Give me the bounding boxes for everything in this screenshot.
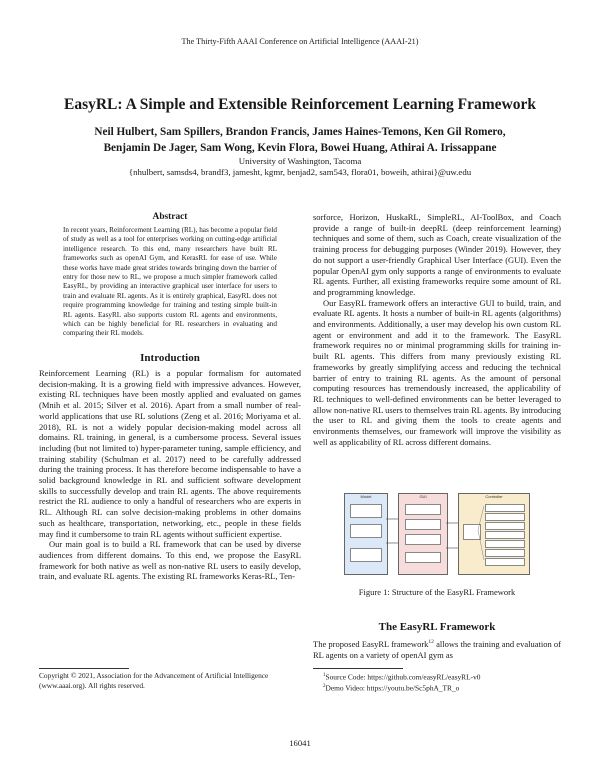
footnote-1 [313, 671, 561, 682]
abstract-text: In recent years, Reinforcement Learning (RL), has become a popular field of study as well as a tool for enterprises working on cutting-edge artificial intelligence research. To this end, many researchers have built RL frameworks such as openAI Gym, and KerasRL for ease of use. While these works have made great strides towards bringing down the barrier of entry for those new to RL, we propose a much simpler framework called EasyRL, by providing an interactive graphical user interface for users to train and evaluate RL agents. As it is entirely graphical, EasyRL does not require programming knowledge for training and testing simple built-in RL agents. EasyRL also supports custom RL agents and environments, which can be highly beneficial for RL researchers in evaluating and comparing their RL models. [63, 226, 277, 338]
authors-line-1: Neil Hulbert, Sam Spillers, Brandon Francis, James Haines-Temons, Ken Gil Romero, [94, 126, 506, 138]
easyrl-heading: The EasyRL Framework [378, 621, 496, 633]
figure-arrows [344, 493, 529, 575]
conference-header: The Thirty-Fifth AAAI Conference on Artificial Intelligence (AAAI-21) [181, 37, 419, 46]
author-list [40, 124, 560, 156]
easyrl-text-before: The proposed EasyRL framework [313, 638, 429, 649]
authors-line-2: Benjamin De Jager, Sam Wong, Kevin Flora, Bowei Huang, Athirai A. Irissappane [103, 142, 497, 154]
page-number: 16041 [289, 738, 311, 748]
introduction-left-body [39, 368, 301, 582]
footnote-1-mark: 1 [323, 673, 326, 678]
copyright-rule [39, 668, 129, 669]
intro-paragraph-2: Our main goal is to build a RL framework that can be used by diverse audiences from different domains. To this end, we propose the EasyRL framework for both native as well as non-native RL users to easily develop, train, and evaluate RL agents. The existing RL frameworks Keras-RL, Ten- [39, 539, 301, 582]
easyrl-text-after: allows the training and evaluation of RL agents on a variety of openAI gym as [313, 638, 561, 660]
paper-title: EasyRL: A Simple and Extensible Reinforcement Learning Framework [63, 96, 537, 113]
introduction-heading: Introduction [140, 352, 200, 364]
footnote-marks: 12 [428, 639, 434, 645]
intro-paragraph-1: Reinforcement Learning (RL) is a popular formalism for automated decision-making. It is a growing field with impressive advances. However, existing RL techniques have been mostly applied and evaluated on games (Mnih et al. 2015; Silver et al. 2016). Apart from a small number of real-world applications that use RL solutions (Zeng et al. 2016; Moriyama et al. 2018), RL is not a widely popular decision-making model across all domains. RL training, in general, is a cumbersome process. Several issues including (but not limited to) hyper-parameter tuning, sample efficiency, and training stability (Schulman et al. 2017) need to be carefully addressed during the training process. It has therefore become indispensable to have a solid background knowledge in RL and sufficient software development skills to successfully develop and train RL agents. The above requirements restrict the RL audience to only a handful of researchers who are experts in RL. Although RL can solve decision-making problems in other domains such as healthcare, transportation, networking, etc., people in these fields may find it cumbersome to train RL agents without sufficient expertise. [39, 368, 301, 539]
intro-paragraph-4: Our EasyRL framework offers an interactive GUI to build, train, and evaluate RL agents. It hosts a number of built-in RL agents (algorithms) and environments. Additionally, a user may develop his own custom RL agent or environment and add it to the framework. The EasyRL framework requires no or minimal programming skills for training in-built RL agents. This differs from many previously existing RL frameworks by greatly simplifying access and reducing the technical barrier of entry to training RL agents. As the amount of personal computing resources has tremendously increased, the applicability of RL techniques to well-defined environments can be better leveraged to allow non-native RL users to themselves train RL agents. By introducing the user to RL and giving them the tools to create agents and environments themselves, our framework will improve the visibility as well as applicability of RL across different domains. [313, 297, 561, 447]
framework-structure-figure [344, 493, 529, 575]
introduction-right-body [313, 212, 561, 447]
copyright-block [39, 668, 301, 690]
footnote-rule [313, 668, 403, 669]
footnote-2 [313, 682, 561, 693]
affiliation: University of Washington, Tacoma [238, 156, 362, 166]
gui-panel-label: GUI [419, 494, 427, 499]
abstract-heading: Abstract [152, 212, 188, 222]
figure-caption: Figure 1: Structure of the EasyRL Framework [358, 587, 516, 597]
footnote-1-text: Source Code: https://github.com/easyRL/easyRL-v0 [325, 672, 481, 682]
intro-paragraph-3: sorforce, Horizon, HuskaRL, SimpleRL, AI-ToolBox, and Coach provide a range of built-in deepRL (deep reinforcement learning) techniques and some of them, such as Coach, create visualization of the training process for debugging purposes (Winder 2019). However, they do not support a user-friendly Graphical User Interface (GUI). Even the popular OpenAI gym only supports a range of environments to evaluate RL agents. Further, all existing frameworks require some amount of RL and programming knowledge. [313, 212, 561, 297]
copyright-text: Copyright © 2021, Association for the Advancement of Artificial Intelligence (www.aaai.org). All rights reserved. [39, 671, 269, 690]
author-emails: {nhulbert, samsds4, brandf3, jamesht, kgmr, benjad2, sam543, flora01, boweih, athirai}@uw.edu [128, 167, 472, 177]
footnotes-block [313, 668, 561, 693]
model-panel-label: Model [360, 494, 372, 499]
footnote-2-mark: 2 [323, 684, 326, 690]
controller-panel-label: Controller [485, 494, 503, 499]
affiliation-block [40, 156, 560, 178]
easyrl-text [313, 637, 561, 660]
footnote-2-text: Demo Video: https://youtu.be/Sc5phA_TR_o [325, 683, 460, 693]
